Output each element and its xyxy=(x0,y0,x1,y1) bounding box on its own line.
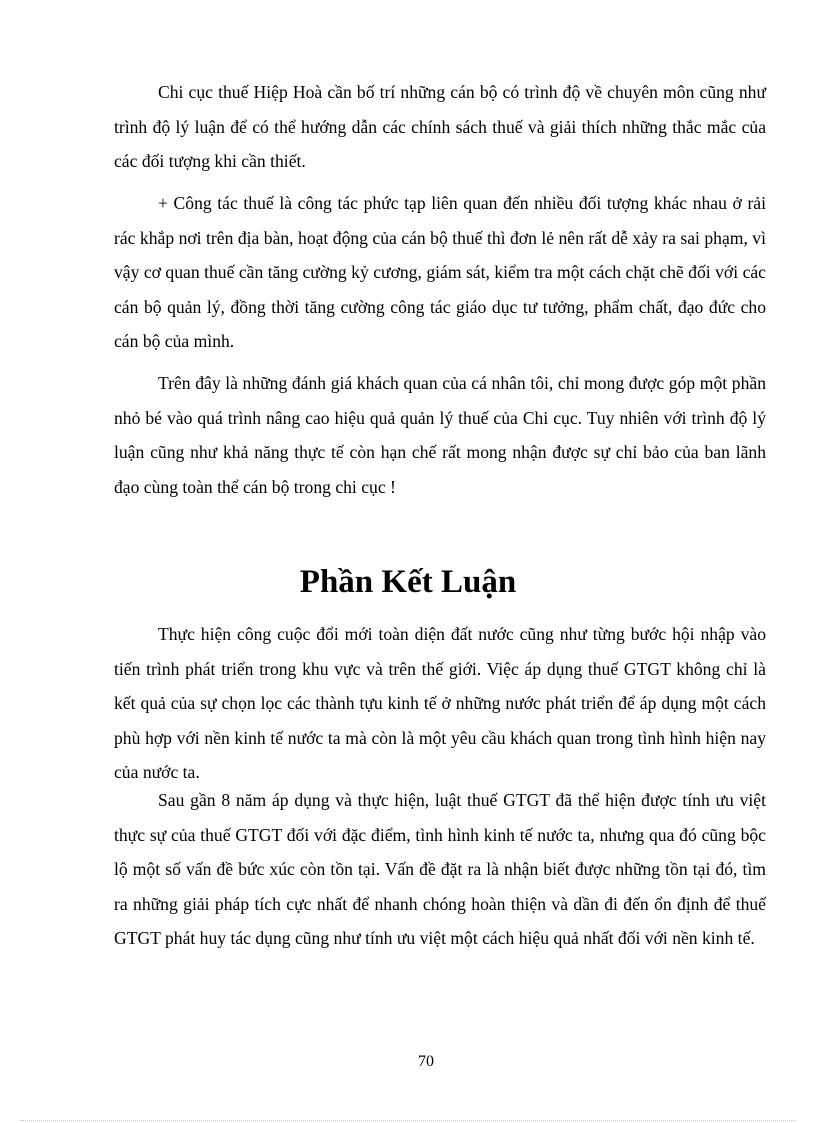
paragraph-text: + Công tác thuế là công tác phức tạp liên quan đến nhiều đối tượng khác nhau ở rải rác khắp nơi trên địa bàn, hoạt động của cán bộ thuế thì đơn lẻ nên rất dễ xảy ra sai phạm, vì vậy cơ quan thuế cần tăng cường kỷ cương, giám sát, kiểm tra một cách chặt chẽ đối với các cán bộ quản lý, đồng thời tăng cường công tác giáo dục tư tưởng, phẩm chất, đạo đức cho cán bộ của mình. xyxy=(114,193,766,351)
section-title: Phần Kết Luận xyxy=(299,564,517,600)
paragraph-closing-remarks xyxy=(114,366,766,504)
paragraph-tax-work xyxy=(114,186,766,359)
paragraph-text: Trên đây là những đánh giá khách quan của cá nhân tôi, chỉ mong được góp một phần nhỏ bé vào quá trình nâng cao hiệu quả quản lý thuế của Chi cục. Tuy nhiên với trình độ lý luận cũng như khả năng thực tế còn hạn chế rất mong nhận được sự chỉ bảo của ban lãnh đạo cùng toàn thể cán bộ trong chi cục ! xyxy=(114,373,766,497)
page-bottom-divider xyxy=(20,1120,796,1121)
paragraph-staffing xyxy=(114,75,766,179)
paragraph-text: Sau gần 8 năm áp dụng và thực hiện, luật thuế GTGT đã thể hiện được tính ưu việt thực sự của thuế GTGT đối với đặc điểm, tình hình kinh tế nước ta, nhưng qua đó cũng bộc lộ một số vấn đề bức xúc còn tồn tại. Vấn đề đặt ra là nhận biết được những tồn tại đó, tìm ra những giải pháp tích cực nhất để nhanh chóng hoàn thiện và dần đi đến ổn định để thuế GTGT phát huy tác dụng cũng như tính ưu việt một cách hiệu quả nhất đối với nền kinh tế. xyxy=(114,790,766,948)
paragraph-conclusion-2 xyxy=(114,783,766,956)
page-number: 70 xyxy=(418,1053,434,1070)
paragraph-text: Chi cục thuế Hiệp Hoà cần bố trí những cán bộ có trình độ về chuyên môn cũng như trình độ lý luận để có thể hướng dẫn các chính sách thuế và giải thích những thắc mắc của các đối tượng khi cần thiết. xyxy=(114,82,766,171)
paragraph-text: Thực hiện công cuộc đổi mới toàn diện đất nước cũng như từng bước hội nhập vào tiến trình phát triển trong khu vực và trên thế giới. Việc áp dụng thuế GTGT không chỉ là kết quả của sự chọn lọc các thành tựu kinh tế ở những nước phát triển để áp dụng một cách phù hợp với nền kinh tế nước ta mà còn là một yêu cầu khách quan trong tình hình hiện nay của nước ta. xyxy=(114,624,766,782)
paragraph-conclusion-1 xyxy=(114,617,766,790)
